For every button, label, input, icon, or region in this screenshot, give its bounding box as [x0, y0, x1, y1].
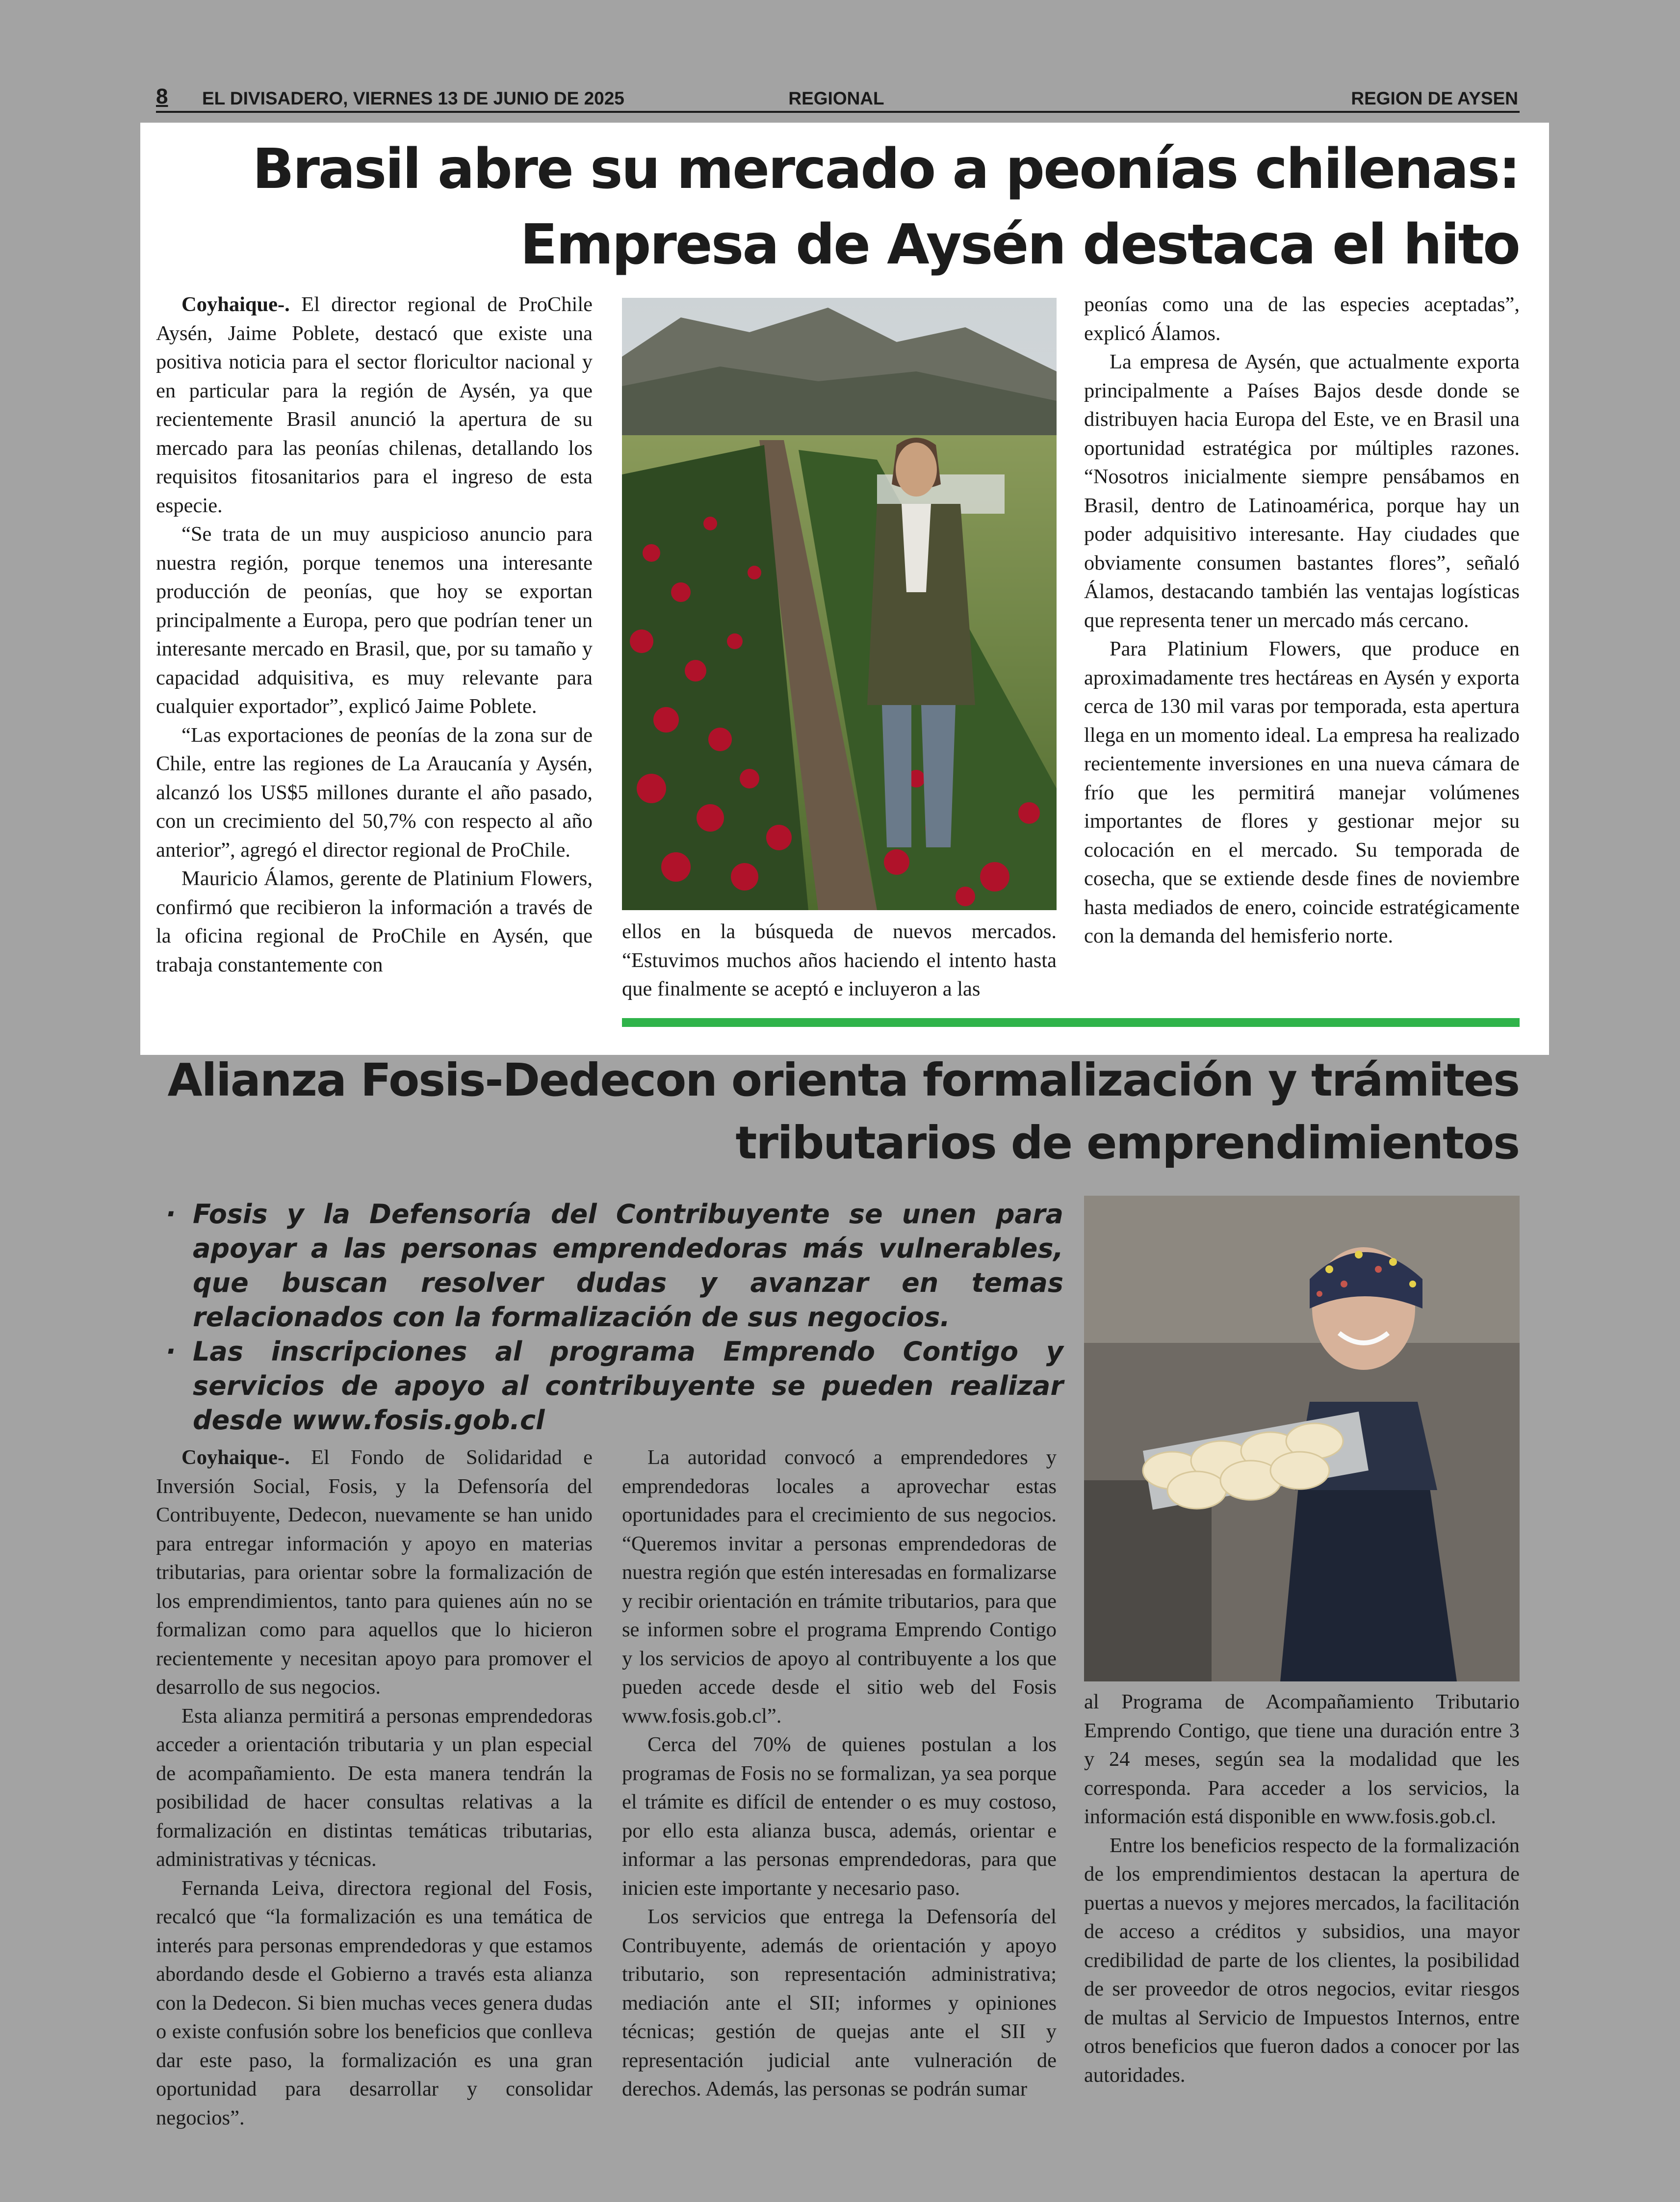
paragraph-text: El Fondo de Solidaridad e Inversión Social, Fosis, y la Defensoría del Contribuyente, Dedecon, nuevamente se han unido para entregar información y apoyo en materias tributarias, para orientar sobre la formalización de los emprendimientos, tanto para quienes aún no se formalizan como para aquellos que lo hicieron recientemente y necesitan apoyo para promover el desarrollo de sus negocios.: [156, 1446, 593, 1699]
paragraph: [156, 1443, 593, 1702]
article2-summary-bullets: [156, 1197, 1063, 1438]
paragraph: La empresa de Aysén, que actualmente exporta principalmente a Países Bajos desde donde se distribuyen hacia Europa del Este, ve en Brasil una oportunidad estratégica por múltiples razones. “Nosotros inicialmente siempre pensábamos en Brasil, dentro de Latinoamérica, porque hay un poder adquisitivo interesante. Hay ciudades que obviamente consumen bastantes flores”, señaló Álamos, destacando también las ventajas logísticas que representa tener un mercado más cercano.: [1084, 350, 1520, 632]
paragraph: Los servicios que entrega la Defensoría del Contribuyente, además de orientación y apoyo tributario, son representación administrativa; mediación ante el SII; informes y opiniones técnicas; gestión de quejas ante el SII y representación judicial ante vulneración de derechos. Además, las personas se podrán sumar: [622, 1905, 1057, 2100]
article1-headline-line2: Empresa de Aysén destaca el hito: [520, 213, 1519, 277]
paragraph: “Se trata de un muy auspicioso anuncio para nuestra región, porque tenemos una interesante producción de peonías, que hoy se exportan principalmente a Europa, pero que podrían tener un interesante mercado en Brasil, que, por su tamaño y capacidad adquisitiva, es muy relevante para cualquier exportador”, explicó Jaime Poblete.: [156, 523, 593, 718]
summary-bullet: [156, 1197, 1063, 1335]
paragraph-text: El director regional de ProChile Aysén, Jaime Poblete, destacó que existe una positiva noticia para el sector floricultor nacional y en particular para la región de Aysén, ya que recientemente Brasil anunció la apertura de su mercado para las peonías chilenas, detallando los requisitos fitosanitarios para el ingreso de esta especie.: [156, 293, 593, 517]
paragraph: Para Platinium Flowers, que produce en aproximadamente tres hectáreas en Aysén y exporta cerca de 130 mil varas por temporada, esta apertura llega en un momento ideal. La empresa ha realizado recientemente inversiones en una nueva cámara de frío que les permitirá manejar volúmenes importantes de flores y gestionar mejor su colocación en el mercado. Su temporada de cosecha, que se extiende desde fines de noviembre hasta mediados de enero, coincide estratégicamente con la demanda del hemisferio norte.: [1084, 637, 1520, 947]
header-rule: [156, 111, 1520, 113]
article2-column-1: [156, 1443, 593, 2132]
paragraph: Mauricio Álamos, gerente de Platinium Flowers, confirmó que recibieron la información a través de la oficina regional de ProChile en Aysén, que trabaja constantemente con: [156, 867, 593, 976]
paragraph: La autoridad convocó a emprendedores y emprendedoras locales a aprovechar estas oportunidades para el crecimiento de sus negocios. “Queremos invitar a personas emprendedoras de nuestra región que estén interesadas en formalizarse y recibir orientación en trámite tributarios, para que se informen sobre el programa Emprendo Contigo y los servicios de apoyo al contribuyente a los que pueden accede desde el sitio web del Fosis www.fosis.gob.cl”.: [622, 1446, 1057, 1728]
paragraph: Esta alianza permitirá a personas emprendedoras acceder a orientación tributaria y un plan especial de acompañamiento. De esta manera tendrán la posibilidad de hacer consultas relativas a la formalización en distintas temáticas tributarias, administrativas y técnicas.: [156, 1704, 593, 1871]
article2-headline: [147, 1049, 1519, 1175]
dateline: Coyhaique-.: [181, 293, 290, 316]
paragraph: ellos en la búsqueda de nuevos mercados. “Estuvimos muchos años haciendo el intento hasta que finalmente se aceptó e incluyeron a las: [622, 920, 1057, 1000]
paragraph: al Programa de Acompañamiento Tributario Emprendo Contigo, que tiene una duración entre 3 y 24 meses, según sea la modalidad que les corresponda. Para acceder a los servicios, la información está disponible en www.fosis.gob.cl.: [1084, 1690, 1520, 1828]
article2-column-3: [1084, 1688, 1520, 2090]
bullet-dot: ·: [166, 1336, 176, 1367]
paragraph: [156, 290, 593, 520]
article2-column-2: [622, 1443, 1057, 2104]
article1-headline: [195, 131, 1519, 283]
paragraph: “Las exportaciones de peonías de la zona sur de Chile, entre las regiones de La Araucanía y Aysén, alcanzó los US$5 millones durante el año pasado, con un crecimiento del 50,7% con respecto al año anterior”, agregó el director regional de ProChile.: [156, 723, 593, 862]
dateline: Coyhaique-.: [181, 1446, 290, 1469]
peony-field-image: [622, 298, 1057, 910]
summary-bullet: [156, 1335, 1063, 1438]
section-label: REGIONAL: [788, 88, 884, 108]
article1-column-1: [156, 290, 593, 979]
peony-field-photo: [622, 298, 1057, 910]
bullet-text: Fosis y la Defensoría del Contribuyente se unen para apoyar a las personas emprendedoras más vulnerables, que buscan resolver dudas y avanzar en temas relacionados con la formalización de sus negocios.: [193, 1199, 1063, 1333]
bullet-dot: ·: [166, 1199, 176, 1230]
baker-woman-image: [1084, 1196, 1520, 1681]
article1-column-2: [622, 918, 1057, 1004]
paragraph: Cerca del 70% de quienes postulan a los programas de Fosis no se formalizan, ya sea porque el trámite es difícil de entender o es muy costoso, por ello esta alianza busca, además, orientar e informar a las personas emprendedoras, para que inicien este importante y necesario paso.: [622, 1733, 1057, 1900]
baker-woman-photo: [1084, 1196, 1520, 1681]
article2-headline-line2: tributarios de emprendimientos: [735, 1117, 1519, 1169]
bullet-text: Las inscripciones al programa Emprendo Contigo y servicios de apoyo al contribuyente se pueden realizar desde www.fosis.gob.cl: [193, 1336, 1063, 1436]
article1-green-divider: [622, 1018, 1520, 1027]
newspaper-dateline: EL DIVISADERO, VIERNES 13 DE JUNIO DE 2025: [202, 88, 624, 108]
paragraph: Entre los beneficios respecto de la formalización de los emprendimientos destacan la apertura de puertas a nuevos y mejores mercados, la facilitación de acceso a créditos y subsidios, una mayor credibilidad de parte de los clientes, la posibilidad de ser proveedor de otros negocios, evitar riesgos de multas al Servicio de Impuestos Internos, entre otros beneficios que fueron dados a conocer por las autoridades.: [1084, 1834, 1520, 2087]
article2-headline-line1: Alianza Fosis-Dedecon orienta formalización y trámites: [167, 1054, 1519, 1106]
region-label: REGION DE AYSEN: [1351, 88, 1518, 108]
article1-headline-line1: Brasil abre su mercado a peonías chilenas:: [252, 137, 1519, 201]
article1-column-3: [1084, 290, 1520, 951]
page-number: 8: [156, 84, 168, 108]
paragraph: peonías como una de las especies aceptadas”, explicó Álamos.: [1084, 293, 1520, 345]
paragraph: Fernanda Leiva, directora regional del Fosis, recalcó que “la formalización es una temática de interés para personas emprendedoras y que estamos abordando desde el Gobierno a través esta alianza con la Dedecon. Si bien muchas veces genera dudas o existe confusión sobre los beneficios que conlleva dar este paso, la formalización es una gran oportunidad para desarrollar y consolidar negocios”.: [156, 1876, 593, 2129]
